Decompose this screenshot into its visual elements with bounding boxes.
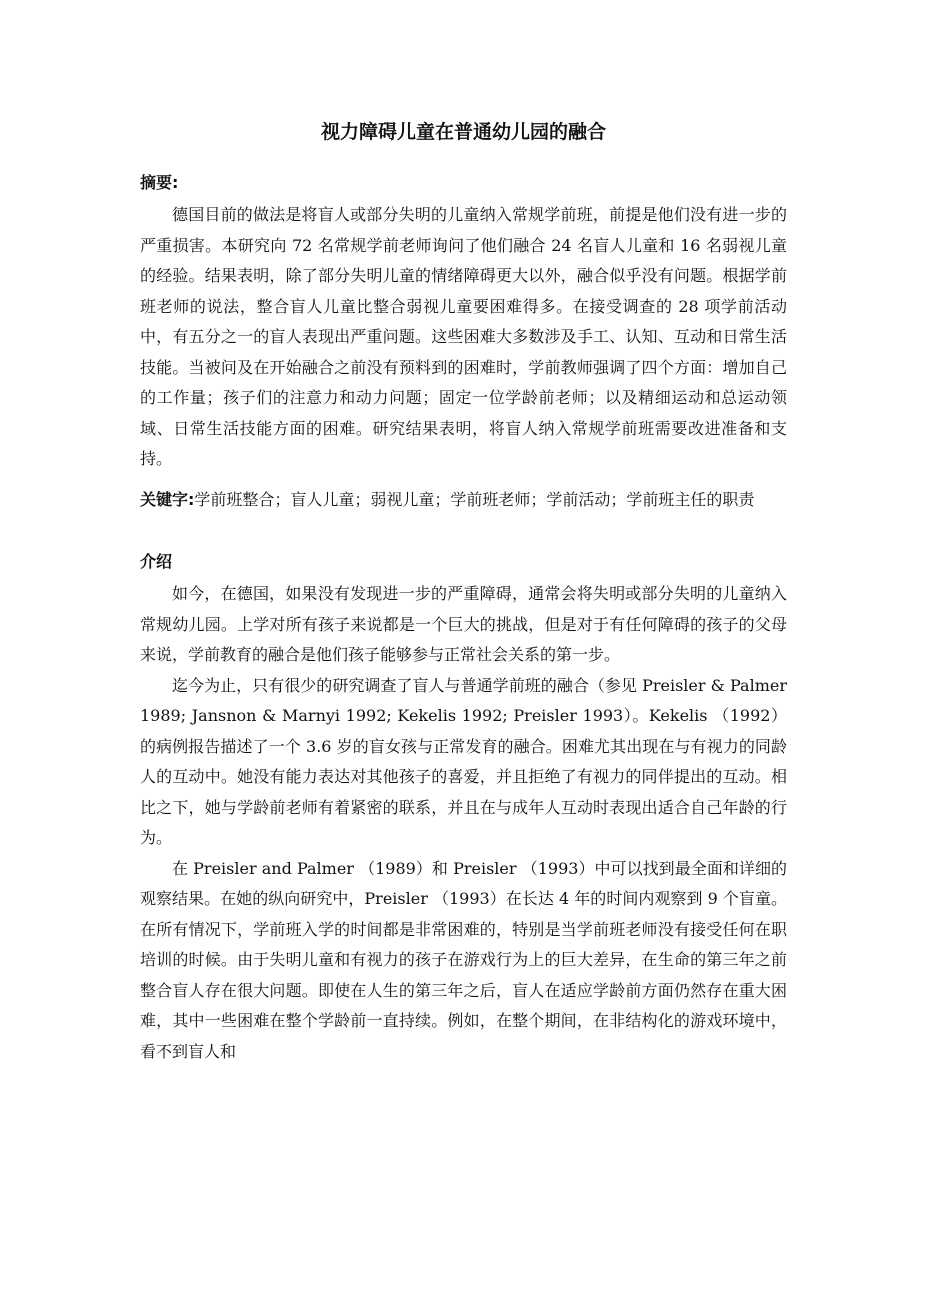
abstract-text: 德国目前的做法是将盲人或部分失明的儿童纳入常规学前班，前提是他们没有进一步的严重损害。本研究向 72 名常规学前老师询问了他们融合 24 名盲人儿童和 16 名弱视儿童的经验。结果表明，除了部分失明儿童的情绪障碍更大以外，融合似乎没有问题。根据学前班老师的说法，整合盲人儿童比整合弱视儿童要困难得多。在接受调查的 28 项学前活动中，有五分之一的盲人表现出严重问题。这些困难大多数涉及手工、认知、互动和日常生活技能。当被问及在开始融合之前没有预料到的困难时，学前教师强调了四个方面：增加自己的工作量；孩子们的注意力和动力问题；固定一位学龄前老师；以及精细运动和总运动领域、日常生活技能方面的困难。研究结果表明，将盲人纳入常规学前班需要改进准备和支持。 [140,205,787,468]
intro-paragraph-3: 在 Preisler and Palmer （1989）和 Preisler （1993）中可以找到最全面和详细的观察结果。在她的纵向研究中，Preisler （1993）在长达 4 年的时间内观察到 9 个盲童。在所有情况下，学前班入学的时间都是非常困难的，特别是当学前班老师没有接受任何在职培训的时候。由于失明儿童和有视力的孩子在游戏行为上的巨大差异，在生命的第三年之前整合盲人存在很大问题。即使在人生的第三年之后，盲人在适应学龄前方面仍然存在重大困难，其中一些困难在整个学龄前一直持续。例如，在整个期间，在非结构化的游戏环境中，看不到盲人和 [140,858,787,1061]
intro-paragraph-2: 迄今为止，只有很少的研究调查了盲人与普通学前班的融合（参见 Preisler & Palmer 1989; Jansnon & Marnyi 1992; Kekelis 1992; Preisler 1993）。Kekelis （1992）的病例报告描述了一个 3.6 岁的盲女孩与正常发育的融合。困难尤其出现在与有视力的同龄人的互动中。她没有能力表达对其他孩子的喜爱，并且拒绝了有视力的同伴提出的互动。相比之下，她与学龄前老师有着紧密的联系，并且在与成年人互动时表现出适合自己年龄的行为。 [140,675,787,847]
document-page [140,118,787,1067]
abstract-heading: 摘要: [140,173,179,192]
intro-paragraph-1: 如今，在德国，如果没有发现进一步的严重障碍，通常会将失明或部分失明的儿童纳入常规幼儿园。上学对所有孩子来说都是一个巨大的挑战，但是对于有任何障碍的孩子的父母来说，学前教育的融合是他们孩子能够参与正常社会关系的第一步。 [140,584,787,664]
keywords-line [140,485,787,516]
keywords-text: 学前班整合；盲人儿童；弱视儿童；学前班老师；学前活动；学前班主任的职责 [194,489,755,509]
document-title: 视力障碍儿童在普通幼儿园的融合 [320,121,606,143]
keywords-label: 关键字: [140,489,195,509]
introduction-heading: 介绍 [140,552,173,571]
